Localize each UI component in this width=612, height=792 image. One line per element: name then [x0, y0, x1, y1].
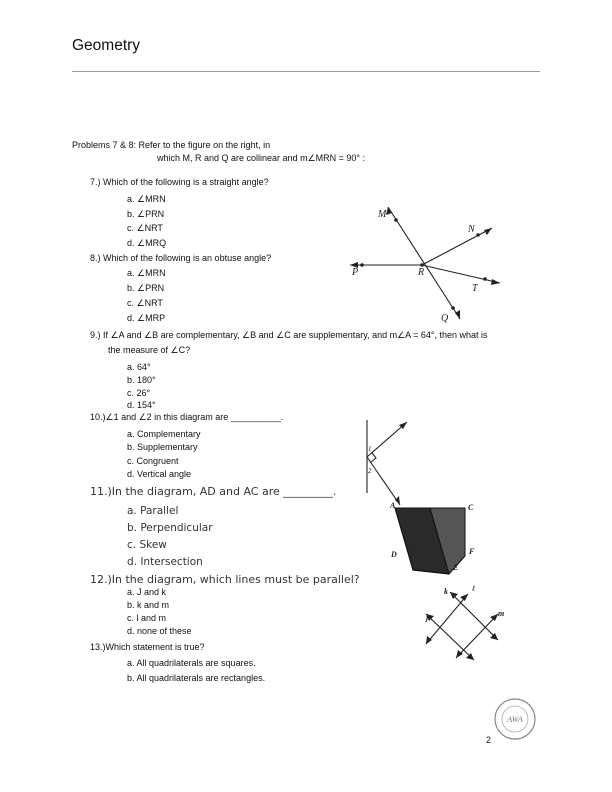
q10-option-d: d. Vertical angle: [127, 469, 192, 479]
label-a: A: [390, 501, 396, 510]
label-j: j: [426, 613, 429, 622]
q8-option-d: d. ∠MRP: [127, 313, 166, 323]
label-d: D: [391, 550, 397, 559]
angle-pair-figure: [355, 415, 415, 510]
label-e: E: [453, 563, 459, 572]
line-k: [450, 592, 498, 640]
q12-stem: 12.)In the diagram, which lines must be parallel?: [90, 573, 360, 586]
q12-option-c: c. l and m: [127, 613, 167, 623]
label-p: P: [352, 267, 359, 278]
point-p: [360, 263, 364, 267]
label-f: F: [469, 547, 475, 556]
label-n: N: [468, 224, 475, 235]
q8-option-b: b. ∠PRN: [127, 283, 165, 293]
arrow-t: [491, 279, 500, 285]
point-n: [476, 233, 480, 237]
q11-stem: 11.)In the diagram, AD and AC are _________.: [90, 485, 337, 498]
q10-option-b: b. Supplementary: [127, 442, 198, 452]
q13-option-a: a. All quadrilaterals are squares.: [127, 658, 256, 668]
line-l: [426, 614, 474, 660]
point-m: [394, 218, 398, 222]
label-l: ℓ: [472, 584, 476, 593]
label-t: T: [472, 283, 478, 294]
q10-option-c: c. Congruent: [127, 456, 179, 466]
label-m: M: [378, 209, 387, 220]
q12-option-d: d. none of these: [127, 626, 192, 636]
q11-option-a: a. Parallel: [127, 505, 179, 517]
right-angle-mark: [371, 453, 376, 462]
q10-stem: 10.)∠1 and ∠2 in this diagram are __________.: [90, 412, 284, 422]
q7-option-a: a. ∠MRN: [127, 194, 166, 204]
q13-option-b: b. All quadrilaterals are rectangles.: [127, 673, 266, 683]
q7-stem: 7.) Which of the following is a straight angle?: [90, 177, 269, 187]
ray-rt: [422, 265, 500, 283]
label-c: C: [468, 503, 474, 512]
point-t: [483, 277, 487, 281]
point-q: [451, 306, 455, 310]
angles-figure: [340, 195, 520, 325]
label-r: R: [418, 267, 425, 278]
q7-option-c: c. ∠NRT: [127, 223, 163, 233]
label-q: Q: [441, 313, 449, 324]
intro-line-1: Problems 7 & 8: Refer to the figure on the right, in: [72, 140, 271, 150]
arrow-n: [484, 228, 492, 235]
q8-option-c: c. ∠NRT: [127, 298, 163, 308]
seal-text: AWA: [507, 715, 523, 724]
q9-stem-line-1: 9.) If ∠A and ∠B are complementary, ∠B and ∠C are supplementary, and m∠A = 64°, then what is: [90, 330, 488, 340]
q9-option-b: b. 180°: [127, 375, 156, 385]
q13-stem: 13.)Which statement is true?: [90, 642, 205, 652]
q8-stem: 8.) Which of the following is an obtuse angle?: [90, 253, 272, 263]
q9-option-a: a. 64°: [127, 362, 151, 372]
angle-label-2: 2: [368, 467, 372, 475]
q11-option-d: d. Intersection: [127, 556, 203, 568]
angle-label-1: 1: [368, 445, 372, 453]
label-k: k: [444, 587, 448, 596]
q11-option-c: c. Skew: [127, 539, 167, 551]
page-title: Geometry: [72, 37, 141, 54]
q7-option-b: b. ∠PRN: [127, 209, 165, 219]
page-number: 2: [486, 735, 492, 745]
q12-option-a: a. J and k: [127, 587, 167, 597]
ray-rn: [422, 228, 492, 265]
line-j: [426, 594, 468, 644]
arrow-q: [455, 310, 460, 319]
q12-option-b: b. k and m: [127, 600, 170, 610]
line-m: [456, 614, 498, 658]
label-m: m: [498, 609, 505, 618]
q8-option-a: a. ∠MRN: [127, 268, 166, 278]
upper-ray: [367, 422, 407, 457]
school-seal-logo: [493, 697, 537, 741]
q11-option-b: b. Perpendicular: [127, 522, 213, 534]
parallel-lines-figure: [418, 582, 508, 662]
q9-option-d: d. 154°: [127, 400, 156, 410]
q7-option-d: d. ∠MRQ: [127, 238, 167, 248]
q10-option-a: a. Complementary: [127, 429, 201, 439]
intro-line-2: which M, R and Q are collinear and m∠MRN = 90° :: [157, 153, 365, 163]
prism-figure: [385, 498, 485, 583]
q9-option-c: c. 26°: [127, 388, 151, 398]
q9-stem-line-2: the measure of ∠C?: [108, 345, 191, 355]
header-rule: [72, 71, 540, 72]
line-mq: [388, 207, 460, 319]
